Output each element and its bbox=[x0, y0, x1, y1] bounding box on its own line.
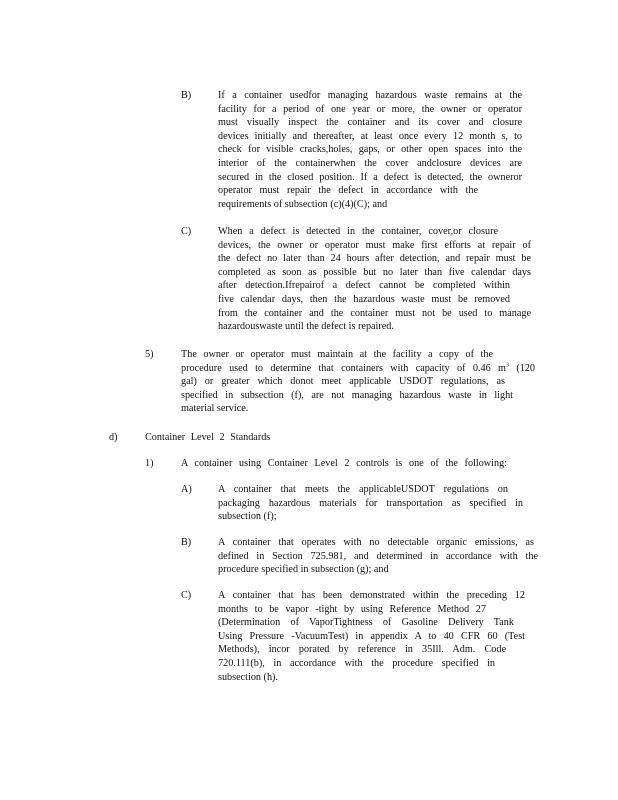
text-line: check for visible cracks,holes, gaps, or other open spaces into the bbox=[218, 144, 522, 156]
text-segment: procedure used to determine that containers with capacity of 0.46 m bbox=[181, 362, 506, 374]
text-line: A container that operates with no detectable organic emissions, as bbox=[218, 537, 534, 548]
text-line: requirements of subsection (c)(4)(C); and bbox=[218, 198, 388, 210]
paragraph-b-inspection bbox=[218, 89, 522, 211]
item-label-c2: C) bbox=[181, 590, 192, 601]
text-line: defined in Section 725.981, and determined in accordance with the bbox=[218, 550, 538, 562]
text-line: Methods), incor porated by reference in 35Ill. Adm. Code bbox=[218, 644, 506, 656]
item-label-b: B) bbox=[181, 90, 192, 101]
text-line: A container that has been demonstrated within the preceding 12 bbox=[218, 590, 525, 601]
item-label-b2: B) bbox=[181, 537, 192, 548]
text-line: gal) or greater which donot meet applicable USDOT regulations, as bbox=[181, 376, 505, 388]
text-segment: (120 bbox=[508, 362, 535, 374]
item-label-a: A) bbox=[181, 484, 192, 495]
text-line: 720.111(b), in accordance with the procedure specified in bbox=[218, 657, 495, 669]
paragraph-a-usdot bbox=[218, 483, 523, 524]
text-line: must visually inspect the container and its cover and closure bbox=[218, 117, 522, 129]
item-label-5: 5) bbox=[145, 349, 154, 360]
text-line: devices initially and thereafter, at least once every 12 month s, to bbox=[218, 130, 522, 142]
text-line: the defect no later than 24 hours after detection, and repair must be bbox=[218, 253, 531, 265]
text-line: procedure specified in subsection (g); and bbox=[218, 564, 389, 576]
text-line: hazardouswaste until the defect is repaired. bbox=[218, 321, 394, 333]
section-label-d: d) bbox=[109, 432, 118, 443]
text-line: interior of the containerwhen the cover andclosure devices are bbox=[218, 157, 522, 169]
text-line: subsection (h). bbox=[218, 671, 278, 683]
text-line: (Determination of VaporTightness of Gasoline Delivery Tank bbox=[218, 617, 514, 629]
paragraph-1-intro bbox=[181, 457, 507, 471]
text-line: completed as soon as possible but no later than five calendar days bbox=[218, 266, 531, 278]
text-line: Using Pressure -VacuumTest) in appendix A to 40 CFR 60 (Test bbox=[218, 630, 525, 642]
paragraph-5-procedure bbox=[181, 348, 535, 416]
paragraph-c-repair bbox=[218, 225, 531, 334]
text-line: subsection (f); bbox=[218, 511, 277, 523]
text-line: operator must repair the defect in accordance with the bbox=[218, 185, 478, 197]
text-line: months to be vapor -tight by using Reference Method 27 bbox=[218, 603, 486, 615]
text-line: A container using Container Level 2 controls is one of the following: bbox=[181, 458, 507, 469]
text-line: devices, the owner or operator must make first efforts at repair of bbox=[218, 239, 531, 251]
text-line: A container that meets the applicableUSDOT regulations on bbox=[218, 484, 508, 495]
text-line: secured in the closed position. If a defect is detected, the owneror bbox=[218, 171, 522, 183]
text-line: When a defect is detected in the container, cover,or closure bbox=[218, 226, 498, 237]
paragraph-c-vapor-tight bbox=[218, 589, 525, 684]
text-line: from the container and the container must not be used to manage bbox=[218, 307, 531, 319]
text-line: material service. bbox=[181, 403, 249, 415]
text-line: after detection.Ifrepairof a defect cannot be completed within bbox=[218, 280, 510, 292]
text-line: The owner or operator must maintain at the facility a copy of the bbox=[181, 349, 493, 360]
text-line: specified in subsection (f), are not managing hazardous waste in light bbox=[181, 389, 513, 401]
text-line: facility for a period of one year or more, the owner or operator bbox=[218, 103, 522, 115]
text-line: five calendar days, then the hazardous waste must be removed bbox=[218, 293, 510, 305]
text-line: packaging hazardous materials for transportation as specified in bbox=[218, 497, 523, 509]
section-heading: Container Level 2 Standards bbox=[145, 432, 271, 443]
text-line: If a container usedfor managing hazardous waste remains at the bbox=[218, 90, 522, 101]
paragraph-b-emissions bbox=[218, 536, 538, 577]
superscript: 3 bbox=[505, 362, 509, 369]
text-line bbox=[181, 362, 535, 376]
item-label-1: 1) bbox=[145, 458, 154, 469]
item-label-c: C) bbox=[181, 226, 192, 237]
